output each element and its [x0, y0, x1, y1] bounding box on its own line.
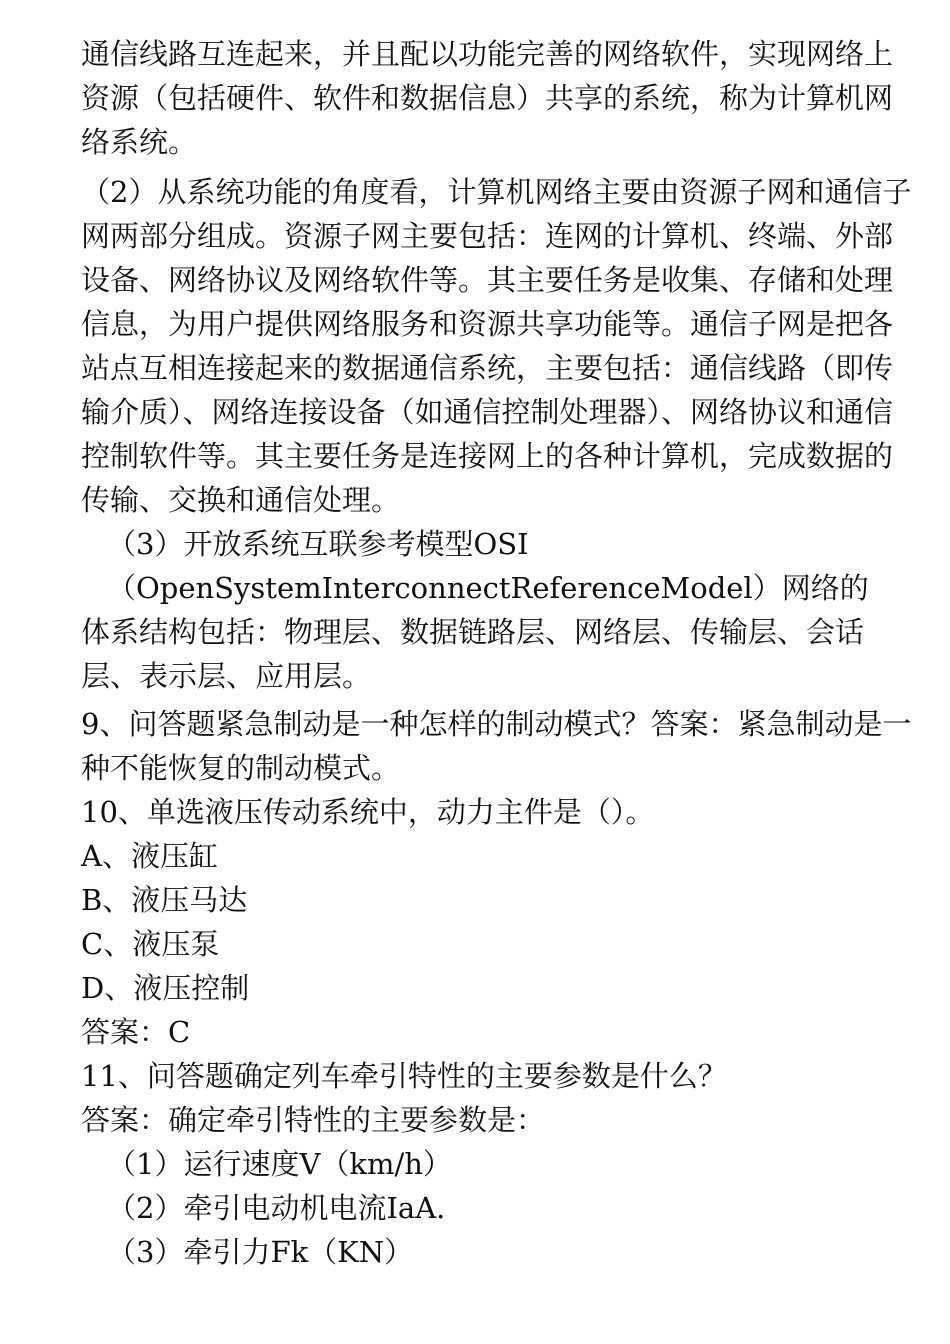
document-body: [81, 32, 921, 1274]
question-10-answer: 答案：C: [81, 1015, 191, 1049]
question-11: 11、问答题确定列车牵引特性的主要参数是什么？: [81, 1059, 727, 1093]
paragraph-osi-line1: （3）开放系统互联参考模型OSI: [107, 527, 529, 561]
option-b: B、液压马达: [81, 883, 248, 917]
question-9: 9、问答题紧急制动是一种怎样的制动模式？答案：紧急制动是一种不能恢复的制动模式。: [81, 707, 912, 785]
parameter-item-2: （2）牵引电动机电流IaA.: [107, 1191, 446, 1225]
paragraph-osi-line2: （OpenSystemInterconnectReferenceModel）网络的: [107, 571, 869, 605]
question-10: 10、单选液压传动系统中，动力主件是（）。: [81, 795, 655, 829]
option-a: A、液压缸: [81, 839, 218, 873]
paragraph-network-definition: 通信线路互连起来，并且配以功能完善的网络软件，实现网络上资源（包括硬件、软件和数据信息）共享的系统，称为计算机网络系统。: [81, 37, 894, 159]
question-11-answer-intro: 答案：确定牵引特性的主要参数是：: [81, 1103, 546, 1137]
paragraph-osi-layers: 体系结构包括：物理层、数据链路层、网络层、传输层、会话层、表示层、应用层。: [81, 615, 865, 693]
option-d: D、液压控制: [81, 971, 250, 1005]
option-c: C、液压泵: [81, 927, 220, 961]
parameter-item-3: （3）牵引力Fk（KN）: [107, 1235, 414, 1269]
paragraph-system-function: （2）从系统功能的角度看，计算机网络主要由资源子网和通信子网两部分组成。资源子网主要包括：连网的计算机、终端、外部设备、网络协议及网络软件等。其主要任务是收集、存储和处理信息，为用户提供网络服务和资源共享功能等。通信子网是把各站点互相连接起来的数据通信系统，主要包括：通信线路（即传输介质）、网络连接设备（如通信控制处理器）、网络协议和通信控制软件等。其主要任务是连接网上的各种计算机，完成数据的传输、交换和通信处理。: [81, 175, 912, 517]
parameter-item-1: （1）运行速度V（km/h）: [107, 1147, 452, 1181]
